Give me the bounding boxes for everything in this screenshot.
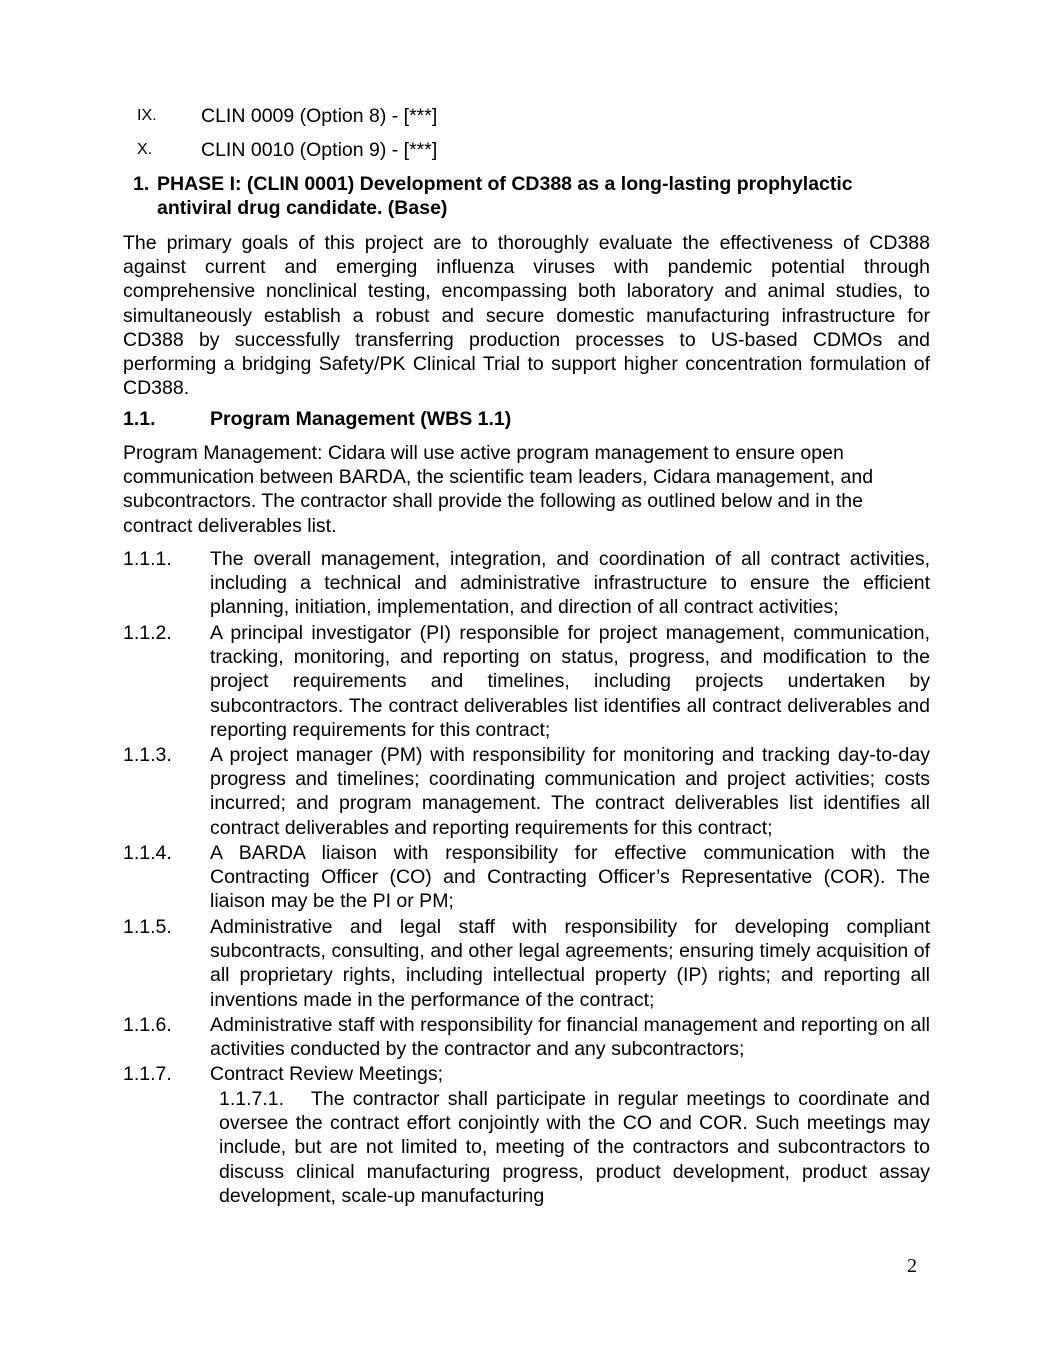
section-paragraph: Program Management: Cidara will use active program management to ensure open communication between BARDA, the scientific team leaders, Cidara management, and subcontractors. The contractor shall provide the following as outlined below and in the contract deliverables list. — [123, 442, 874, 537]
list-item — [123, 1062, 930, 1086]
subitem-number: 1.1.7.1. — [219, 1088, 285, 1110]
item-text: Administrative staff with responsibility for financial management and reporting on all activities conducted by the contractor and any subcontractors; — [210, 1014, 930, 1061]
item-number: 1.1.5. — [123, 916, 172, 938]
item-text: Contract Review Meetings; — [210, 1063, 444, 1085]
page-number: 2 — [907, 1255, 917, 1277]
item-number: 1.1.7. — [123, 1063, 172, 1085]
list-item — [123, 841, 930, 914]
item-number: 1.1.1. — [123, 548, 172, 570]
clin-label: CLIN 0010 (Option 9) - [***] — [201, 139, 438, 161]
item-number: 1.1.6. — [123, 1014, 172, 1036]
phase-number: 1. — [133, 173, 150, 195]
section-number: 1.1. — [123, 408, 156, 430]
item-text: The overall management, integration, and coordination of all contract activities, including a technical and administrative infrastructure to ensure the efficient planning, initiation, implementation, and direction of all contract activities; — [210, 548, 930, 619]
sub-list-item — [219, 1087, 930, 1208]
item-number: 1.1.4. — [123, 842, 172, 864]
item-text: A principal investigator (PI) responsible for project management, communication, tracking, monitoring, and reporting on status, progress, and modification to the project requirements and timelines, including projects undertaken by subcontractors. The contract deliverables list identifies all contract deliverables and reporting requirements for this contract; — [210, 622, 930, 741]
item-number: 1.1.3. — [123, 744, 172, 766]
list-item — [123, 915, 930, 1012]
roman-numeral: IX. — [137, 107, 157, 124]
item-text: A BARDA liaison with responsibility for effective communication with the Contracting Officer (CO) and Contracting Officer’s Representative (COR). The liaison may be the PI or PM; — [210, 842, 930, 913]
subitem-text: The contractor shall participate in regular meetings to coordinate and oversee the contract effort conjointly with the CO and COR. Such meetings may include, but are not limited to, meeting of the contractors and subcontractors to discuss clinical manufacturing progress, product development, product assay development, scale-up manufacturing — [219, 1088, 930, 1207]
item-text: Administrative and legal staff with responsibility for developing compliant subcontracts, consulting, and other legal agreements; ensuring timely acquisition of all proprietary rights, including intellectual property (IP) rights; and reporting all inventions made in the performance of the contract; — [210, 916, 930, 1011]
list-item — [123, 621, 930, 742]
phase-title: PHASE I: (CLIN 0001) Development of CD388 as a long-lasting prophylactic antiviral drug candidate. (Base) — [157, 173, 853, 220]
roman-numeral: X. — [137, 141, 153, 158]
phase-heading — [133, 172, 913, 220]
list-item — [123, 1013, 930, 1061]
list-item — [123, 743, 930, 840]
phase-paragraph: The primary goals of this project are to thoroughly evaluate the effectiveness of CD388 against current and emerging influenza viruses with pandemic potential through comprehensive nonclinical testing, encompassing both laboratory and animal studies, to simultaneously establish a robust and secure domestic manufacturing infrastructure for CD388 by successfully transferring production processes to US-based CDMOs and performing a bridging Safety/PK Clinical Trial to support higher concentration formulation of CD388. — [123, 232, 930, 400]
item-number: 1.1.2. — [123, 622, 172, 644]
section-title: Program Management (WBS 1.1) — [210, 408, 512, 430]
clin-label: CLIN 0009 (Option 8) - [***] — [201, 105, 438, 127]
list-item — [123, 547, 930, 620]
item-text: A project manager (PM) with responsibility for monitoring and tracking day-to-day progress and timelines; coordinating communication and project activities; costs incurred; and program management. The contract deliverables list identifies all contract deliverables and reporting requirements for this contract; — [210, 744, 930, 839]
